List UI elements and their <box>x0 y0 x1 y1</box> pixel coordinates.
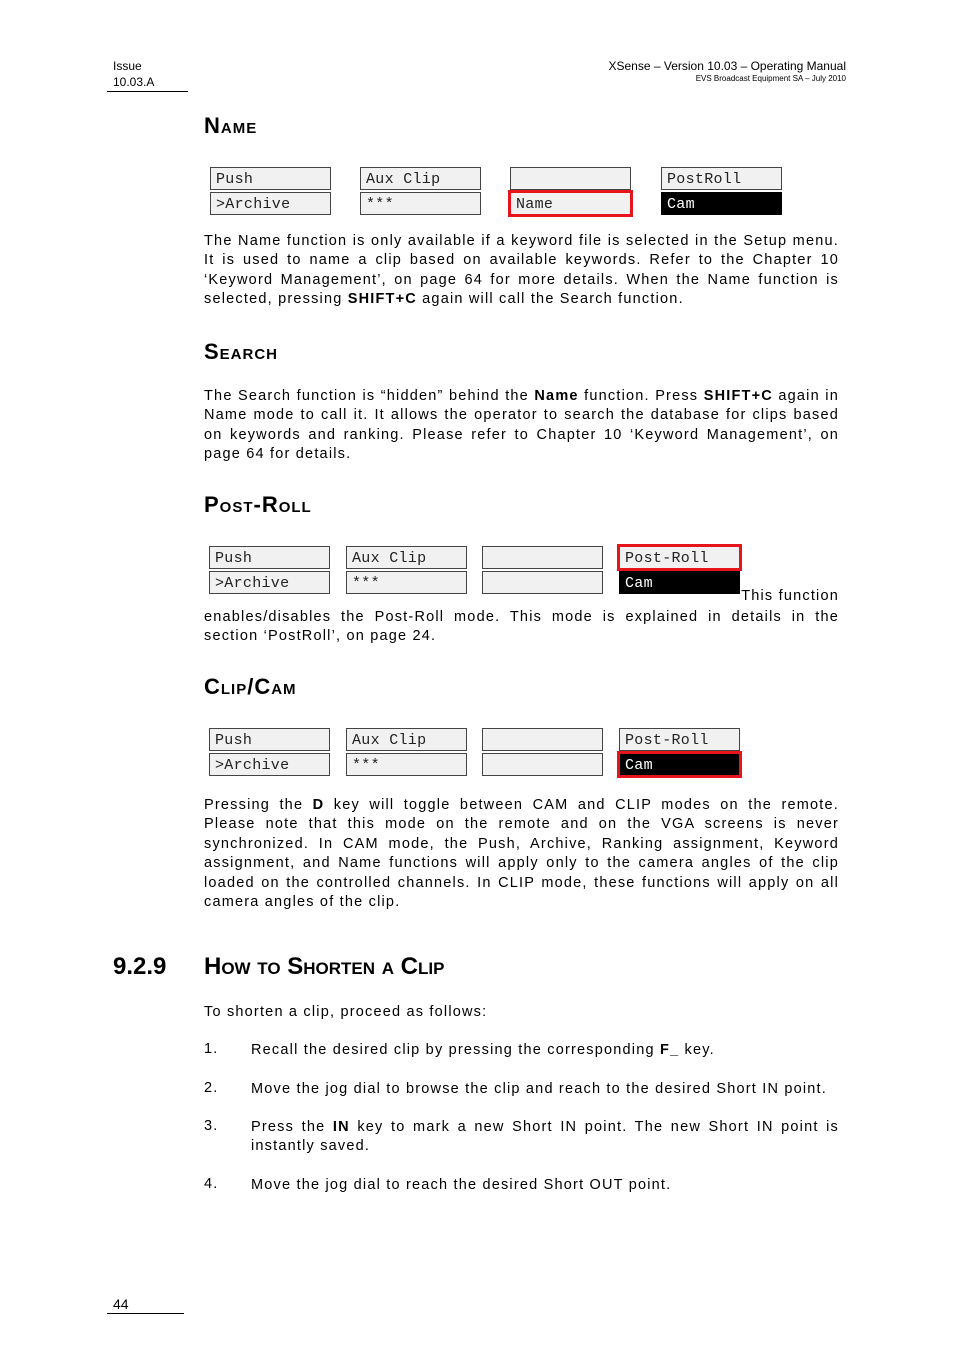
remote-panel-aux <box>346 546 469 598</box>
remote-panel-aux <box>360 167 483 219</box>
postroll-inline-text: This function <box>741 588 839 604</box>
panel-cell: >Archive <box>209 571 330 594</box>
remote-panel-empty <box>482 728 605 780</box>
issue-number: 10.03.A <box>113 75 155 89</box>
panel-cell-highlighted: Name <box>510 192 631 215</box>
remote-panel-name <box>510 167 633 219</box>
page-number: 44 <box>113 1296 129 1312</box>
section-title: How to Shorten a Clip <box>204 953 445 980</box>
step-number: 2. <box>204 1080 219 1096</box>
remote-panel-push <box>209 728 332 780</box>
text: Recall the desired clip by pressing the corresponding <box>251 1042 660 1058</box>
panel-cell: Push <box>209 546 330 569</box>
step-text <box>251 1176 839 1195</box>
header-rule <box>107 91 188 92</box>
publisher: EVS Broadcast Equipment SA – July 2010 <box>695 74 846 83</box>
section-number: 9.2.9 <box>113 953 167 980</box>
remote-panel-push <box>209 546 332 598</box>
step-number: 1. <box>204 1041 219 1057</box>
panel-cell: Aux Clip <box>360 167 481 190</box>
key-label: F_ <box>659 1042 680 1058</box>
footer-rule <box>107 1313 184 1314</box>
panel-cell <box>482 546 603 569</box>
text: Press the <box>251 1119 333 1135</box>
text: Move the jog dial to browse the clip and reach to the desired Short IN point. <box>251 1081 828 1097</box>
remote-panel-postroll <box>619 546 742 598</box>
panel-cell-highlighted: Post-Roll <box>619 546 740 569</box>
heading-name: Name <box>204 113 258 138</box>
issue-label: Issue <box>113 59 142 73</box>
remote-panel-postroll <box>661 167 784 219</box>
panel-cell <box>510 167 631 190</box>
key-label: D <box>312 797 325 813</box>
text: The Name function is only available if a keyword file is selected in the Setup menu. It is used to name a clip based on available keywords. Refer to the Chapter 10 ‘Keyword Management’, on page 64 for more details. When the Name function is selected, pressing <box>204 233 839 308</box>
step-number: 4. <box>204 1176 219 1192</box>
step-text <box>251 1041 839 1060</box>
step-text <box>251 1080 839 1099</box>
key-label: SHIFT+C <box>703 388 773 404</box>
heading-search: Search <box>204 339 279 364</box>
panel-cell: Post-Roll <box>619 728 740 751</box>
text: again will call the Search function. <box>416 291 684 308</box>
panel-cell: Aux Clip <box>346 728 467 751</box>
text: key. <box>679 1042 715 1058</box>
text: function. Press <box>578 388 704 404</box>
panel-cell <box>482 571 603 594</box>
manual-title: XSense – Version 10.03 – Operating Manual <box>608 59 846 73</box>
panel-cell: PostRoll <box>661 167 782 190</box>
issue-block <box>113 58 154 90</box>
panel-cell: *** <box>346 571 467 594</box>
panel-cell-selected: Cam <box>661 192 782 215</box>
text: Pressing the <box>204 797 313 813</box>
remote-panel-empty <box>482 546 605 598</box>
function-label: Name <box>534 388 579 404</box>
section-intro: To shorten a clip, proceed as follows: <box>204 1004 488 1020</box>
text: The Search function is “hidden” behind the <box>204 388 535 404</box>
text: Move the jog dial to reach the desired Short OUT point. <box>251 1177 672 1193</box>
heading-postroll: Post-Roll <box>204 492 312 517</box>
heading-clipcam: Clip/Cam <box>204 674 297 699</box>
step-number: 3. <box>204 1118 219 1134</box>
postroll-paragraph: enables/disables the Post-Roll mode. This mode is explained in details in the section ‘PostRoll’, on page 24. <box>204 609 839 645</box>
panel-cell-highlighted: Cam <box>619 753 740 776</box>
text: key will toggle between CAM and CLIP modes on the remote. Please note that this mode on the remote and on the VGA screens is never synchronized. In CAM mode, the Push, Archive, Ranking assignment, Keyword assignment, and Name functions will apply only to the camera angles of the clip loaded on the controlled channels. In CLIP mode, these functions will apply on all camera angles of the clip. <box>204 797 840 911</box>
panel-cell: >Archive <box>210 192 331 215</box>
remote-panel-push <box>210 167 333 219</box>
clipcam-paragraph <box>204 796 839 912</box>
text: key to mark a new Short IN point. The new Short IN point is instantly saved. <box>251 1119 840 1155</box>
panel-cell: Push <box>209 728 330 751</box>
panel-cell: Push <box>210 167 331 190</box>
panel-cell: Aux Clip <box>346 546 467 569</box>
key-label: IN <box>332 1119 350 1135</box>
panel-cell-selected: Cam <box>619 571 740 594</box>
panel-cell <box>482 728 603 751</box>
panel-cell <box>482 753 603 776</box>
panel-cell: *** <box>360 192 481 215</box>
manual-title-block <box>609 58 847 84</box>
name-paragraph <box>204 232 839 310</box>
panel-cell: *** <box>346 753 467 776</box>
remote-panel-postroll <box>619 728 742 780</box>
key-label: SHIFT+C <box>347 291 417 308</box>
remote-panel-aux <box>346 728 469 780</box>
step-text <box>251 1118 839 1157</box>
panel-cell: >Archive <box>209 753 330 776</box>
text: again in Name mode to call it. It allows the operator to search the database for clips based on keywords and ranking. Please refer to Chapter 10 ‘Keyword Management’, on page 64 for details. <box>204 388 839 463</box>
search-paragraph <box>204 387 839 465</box>
